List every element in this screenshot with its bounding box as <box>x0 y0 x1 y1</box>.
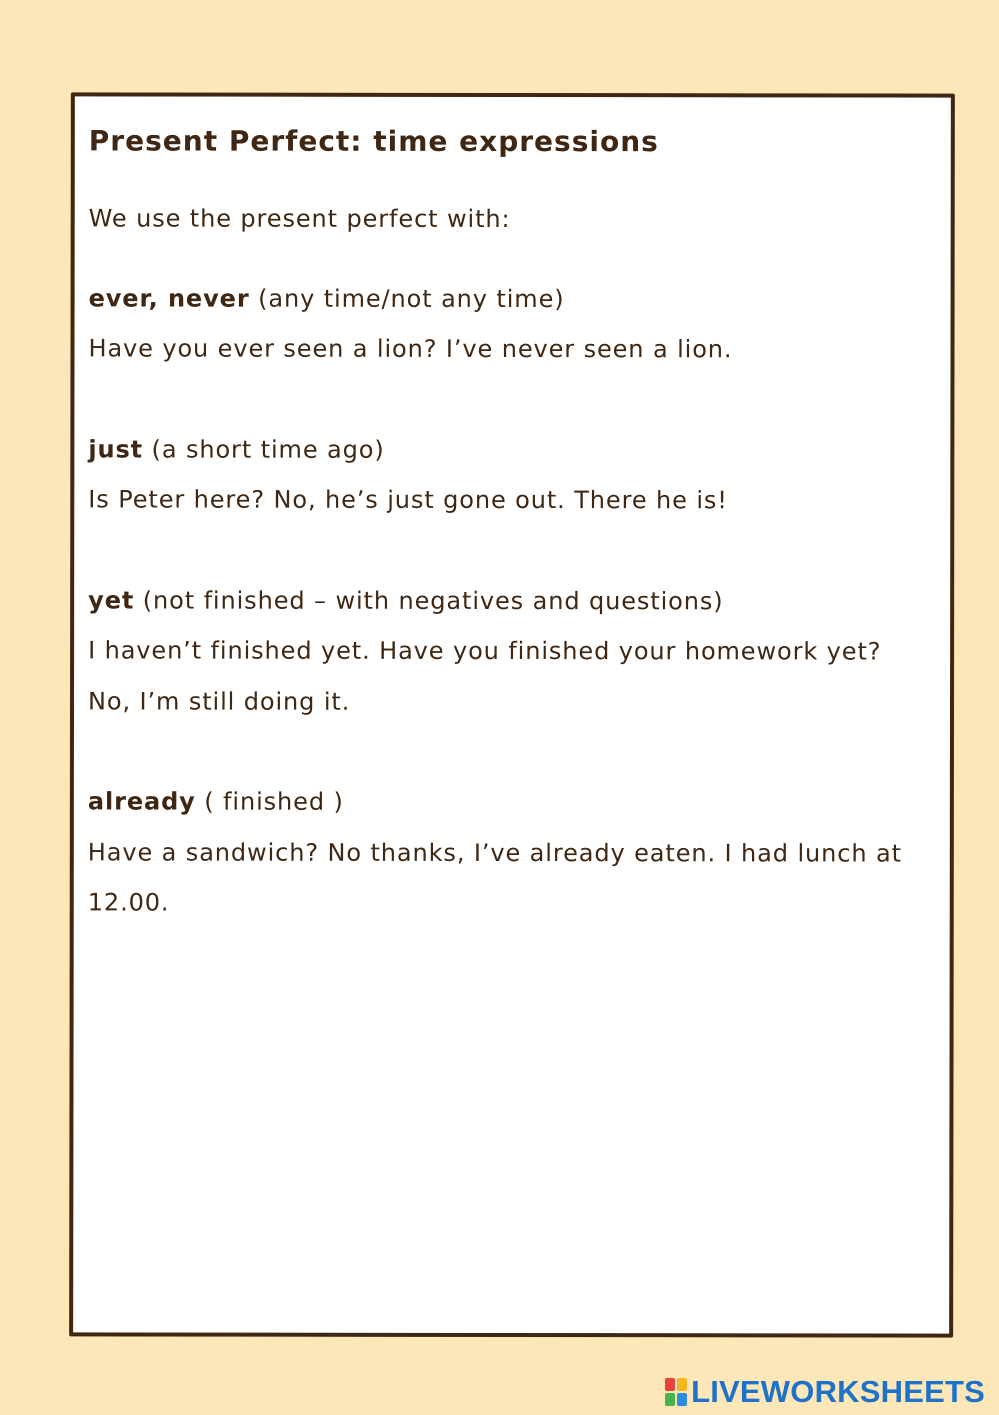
section-just-heading <box>88 435 384 463</box>
keyword-yet: yet <box>88 586 135 615</box>
worksheet-card <box>69 92 955 1337</box>
example-ever-never: Have you ever seen a lion? I’ve never seen a lion. <box>88 334 733 364</box>
keyword-already: already <box>87 787 196 816</box>
logo-square-red <box>665 1378 675 1391</box>
logo-square-blue <box>677 1393 687 1406</box>
gloss-just: (a short time ago) <box>143 435 385 464</box>
logo-square-green <box>665 1393 675 1406</box>
section-yet-heading <box>88 586 723 615</box>
example-already-line-1: Have a sandwich? No thanks, I’ve already eaten. I had lunch at <box>87 838 902 868</box>
example-yet-line-1: I haven’t finished yet. Have you finished your homework yet? <box>88 636 882 666</box>
keyword-ever-never: ever, never <box>88 284 250 313</box>
keyword-just: just <box>88 435 144 464</box>
example-already-line-2: 12.00. <box>87 888 170 917</box>
gloss-ever-never: (any time/not any time) <box>249 284 565 314</box>
liveworksheets-logo[interactable] <box>665 1374 985 1410</box>
logo-square-yellow <box>677 1378 687 1391</box>
intro-text: We use the present perfect with: <box>88 204 511 233</box>
worksheet-content <box>87 96 931 917</box>
section-already-heading <box>88 787 344 815</box>
gloss-already: ( finished ) <box>195 787 344 816</box>
liveworksheets-logo-text: LIVEWORKSHEETS <box>691 1374 985 1409</box>
gloss-yet: (not finished – with negatives and questions) <box>134 586 724 616</box>
example-just: Is Peter here? No, he’s just gone out. There he is! <box>88 485 728 515</box>
liveworksheets-logo-icon <box>665 1378 687 1406</box>
section-ever-never-heading <box>89 284 565 313</box>
page-title: Present Perfect: time expressions <box>88 124 659 159</box>
example-yet-line-2: No, I’m still doing it. <box>87 687 351 716</box>
